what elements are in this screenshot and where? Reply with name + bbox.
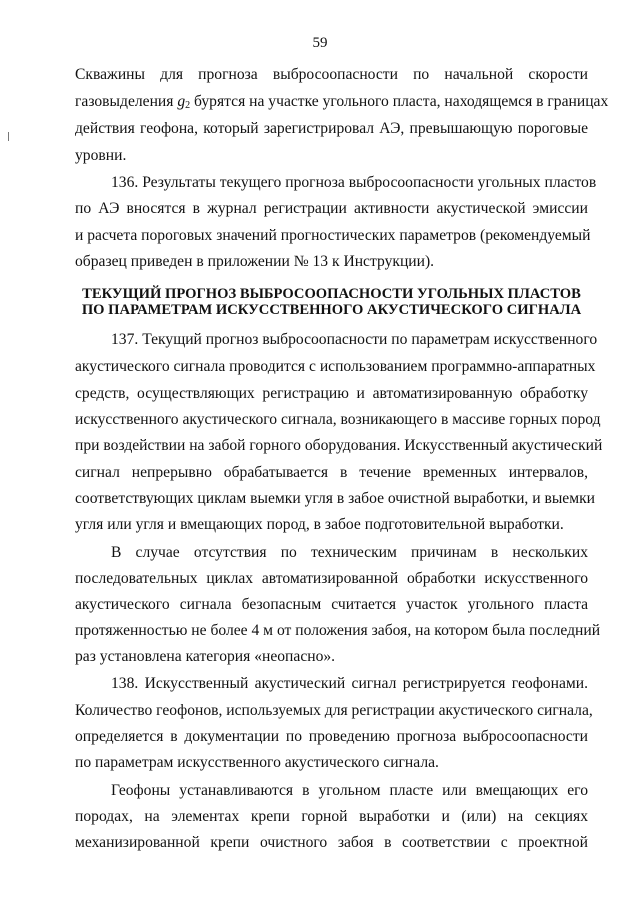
text-line: уровни. [75, 147, 127, 164]
text-line: по параметрам искусственного акустического сигнала. [75, 754, 439, 771]
text-line: и расчета пороговых значений прогностических параметров (рекомендуемый [75, 227, 591, 244]
text-line: протяженностью не более 4 м от положения забоя, на котором была последний [75, 622, 601, 639]
text-line: сигнал непрерывно обрабатывается в течение временных интервалов, [75, 464, 588, 481]
text-line: Геофоны устанавливаются в угольном пласте или вмещающих его [111, 782, 588, 799]
text-line: механизированной крепи очистного забоя в соответствии с проектной [75, 834, 588, 851]
text-line: последовательных циклах автоматизированной обработки искусственного [75, 570, 588, 587]
text-line: акустического сигнала проводится с использованием программно-аппаратных [75, 358, 596, 375]
text-line: по АЭ вносятся в журнал регистрации активности акустической эмиссии [75, 200, 588, 217]
section-heading: ТЕКУЩИЙ ПРОГНОЗ ВЫБРОСООПАСНОСТИ УГОЛЬНЫХ ПЛАСТОВ [82, 286, 581, 302]
text-line: соответствующих циклам выемки угля в забое очистной выработки, и выемки [75, 490, 596, 507]
text-line: акустического сигнала безопасным считается участок угольного пласта [75, 596, 588, 613]
text-line: при воздействии на забой горного оборудования. Искусственный акустический [75, 437, 603, 454]
text-line: 138. Искусственный акустический сигнал регистрируется геофонами. [111, 675, 588, 692]
text-line: искусственного акустического сигнала, возникающего в массиве горных пород [75, 411, 601, 428]
text-line: 136. Результаты текущего прогноза выбросоопасности угольных пластов [111, 174, 597, 191]
text-line: образец приведен в приложении № 13 к Инструкции). [75, 253, 435, 270]
text-line: В случае отсутствия по техническим причинам в нескольких [111, 544, 588, 561]
text-line: действия геофона, который зарегистрировал АЭ, превышающую пороговые [75, 120, 588, 137]
text-line: угля или угля и вмещающих пород, в забое подготовительной выработки. [75, 516, 564, 533]
section-heading: ПО ПАРАМЕТРАМ ИСКУССТВЕННОГО АКУСТИЧЕСКОГО СИГНАЛА [81, 302, 582, 318]
text-line: газовыделения $g_2$ бурятся на участке угольного пласта, находящемся в границах [75, 93, 609, 111]
text-line: Скважины для прогноза выбросоопасности по начальной скорости [75, 66, 588, 83]
text-line: 137. Текущий прогноз выбросоопасности по параметрам искусственного [111, 331, 598, 348]
margin-mark [8, 132, 9, 141]
text-line: средств, осуществляющих регистрацию и автоматизированную обработку [75, 385, 588, 402]
text-line: раз установлена категория «неопасно». [75, 648, 336, 665]
text-line: Количество геофонов, используемых для регистрации акустического сигнала, [75, 702, 593, 719]
page-number: 59 [312, 35, 328, 51]
text-line: определяется в документации по проведению прогноза выбросоопасности [75, 728, 588, 745]
text-line: породах, на элементах крепи горной выработки и (или) на секциях [75, 808, 588, 825]
